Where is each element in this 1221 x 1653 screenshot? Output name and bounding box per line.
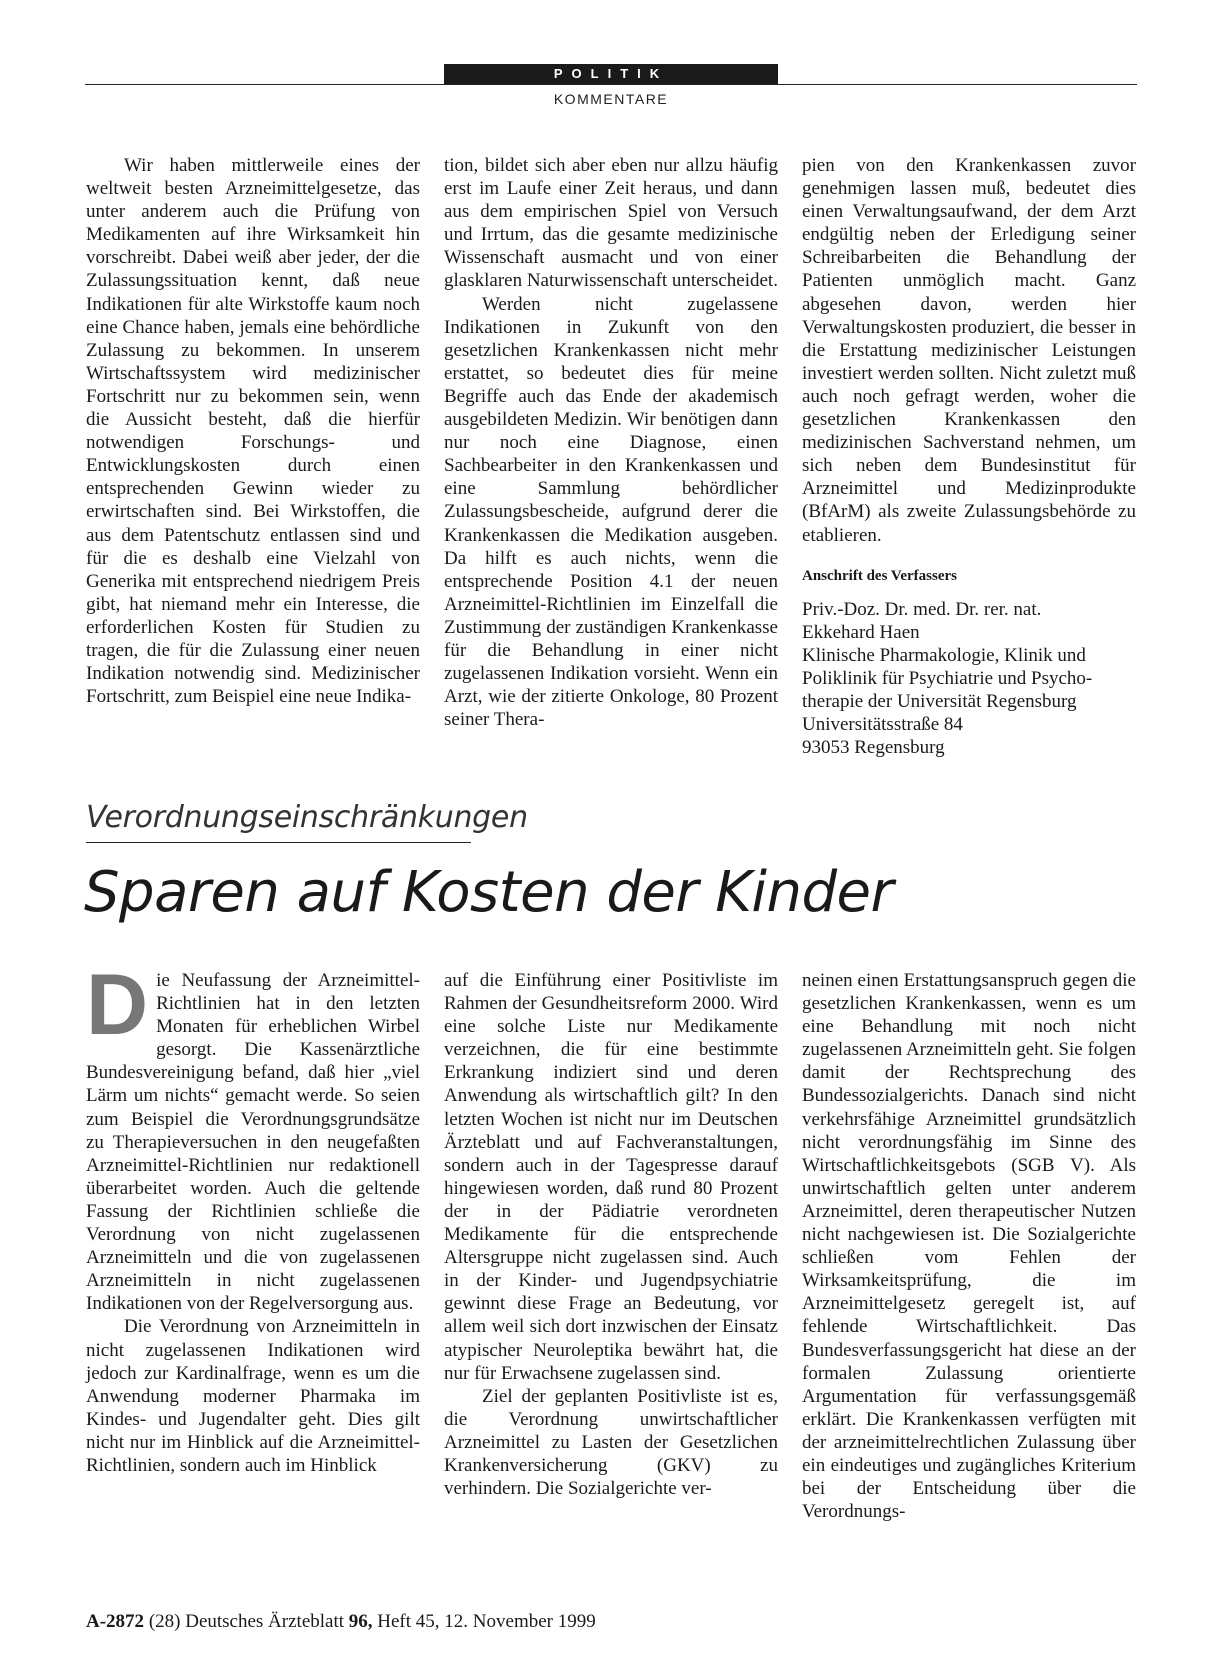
address-line: Universitätsstraße 84 [802, 713, 963, 735]
subsection-label: KOMMENTARE [553, 91, 669, 107]
address-line: therapie der Universität Regensburg [802, 690, 1077, 712]
paragraph: Ziel der geplanten Positivliste ist es, die Verordnung unwirtschaftlicher Arzneimittel zu Lasten der Gesetzlichen Krankenversicherung (GKV) zu verhindern. Die Sozialgerichte ver- [444, 1385, 778, 1500]
page-footer [86, 1611, 596, 1633]
address-line: Poliklinik für Psychiatrie und Psycho- [802, 667, 1093, 689]
comment-column-2 [444, 154, 778, 731]
address-line: Priv.-Doz. Dr. med. Dr. rer. nat. [802, 598, 1042, 620]
paragraph: tion, bildet sich aber eben nur allzu häufig erst im Laufe einer Zeit heraus, und dann aus dem empirischen Spiel von Versuch und Irrtum, das die gesamte medizinische Wissenschaft ausmacht und von einer glasklaren Naturwissenschaft unterscheidet. [444, 155, 778, 292]
article-column-3 [802, 969, 1136, 1523]
address-line: 93053 Regensburg [802, 736, 945, 758]
issue-info: Heft 45, 12. November 1999 [377, 1611, 596, 1632]
address-heading: Anschrift des Verfassers [802, 567, 957, 584]
address-line: Klinische Pharmakologie, Klinik und [802, 644, 1086, 666]
article-column-1 [86, 957, 420, 1477]
paragraph [86, 957, 420, 1315]
article-column-2 [444, 969, 778, 1500]
header-rule [85, 84, 1137, 85]
comment-column-1 [86, 154, 420, 708]
paragraph: Werden nicht zugelassene Indikationen in Zukunft von den gesetzlichen Krankenkassen nicht mehr erstattet, so bedeutet dies für meine Begriffe auch das Ende der akademisch ausgebildeten Medizin. Wir benötigen dann nur noch eine Diagnose, einen Sachbearbeiter in den Krankenkassen und eine Sammlung behördlicher Zulassungsbescheide, aufgrund derer die Krankenkassen die Medikation ausgeben. Da hilft es auch nichts, wenn die entsprechende Position 4.1 der neuen Arzneimittel-Richtlinien im Einzelfall die Zustimmung der zuständigen Krankenkasse für die Behandlung in einer nicht zugelassenen Indikation vorsieht. Wenn ein Arzt, wie der zitierte Onkologe, 80 Prozent seiner Thera- [444, 293, 778, 731]
paragraph: Wir haben mittlerweile eines der weltweit besten Arzneimittelgesetze, das unter anderem auch die Prüfung von Medikamenten auf ihre Wirksamkeit hin vorschreibt. Dabei weiß aber jeder, der die Zulassungssituation kennt, daß neue Indikationen für alte Wirkstoffe kaum noch eine Chance haben, jemals eine behördliche Zulassung zu bekommen. In unserem Wirtschaftssystem wird medizinischer Fortschritt nur zu bekommen sein, wenn die Aussicht besteht, daß die hierfür notwendigen Forschungs- und Entwicklungskosten durch einen entsprechenden Gewinn wieder zu erwirtschaften sind. Bei Wirkstoffen, die aus dem Patentschutz entlassen sind und für die es deshalb eine Vielzahl von Generika mit entsprechend niedrigem Preis gibt, hat niemand mehr ein Interesse, die erforderlichen Kosten für Studien zu tragen, die für die Zulassung einer neuen Indikation notwendig sind. Medizinischer Fortschritt, zum Beispiel eine neue Indika- [86, 155, 420, 708]
comment-column-3 [802, 154, 1136, 759]
section-label: POLITIK [444, 64, 778, 84]
article-kicker: Verordnungseinschränkungen [86, 800, 528, 835]
journal-name: Deutsches Ärzteblatt [185, 1611, 345, 1632]
paragraph: neinen einen Erstattungsanspruch gegen die gesetzlichen Krankenkassen, wenn es um eine Behandlung mit noch nicht zugelassenen Arzneimitteln geht. Sie folgen damit der Rechtsprechung des Bundessozialgerichts. Danach sind nicht verkehrsfähige Arzneimittel grundsätzlich nicht verordnungsfähig im Sinne des Wirtschaftlichkeitsgebots (SGB V). Als unwirtschaftlich gelten unter anderem Arzneimittel, deren therapeutischer Nutzen nicht nachgewiesen ist. Die Sozialgerichte schließen vom Fehlen der Wirksamkeitsprüfung, die im Arzneimittelgesetz geregelt ist, auf fehlende Wirtschaftlichkeit. Das Bundesverfassungsgericht hat diese an der formalen Zulassung orientierte Argumentation für verfassungsgemäß erklärt. Die Krankenkassen verfügten mit der arzneimittelrechtlichen Zulassung über ein eindeutiges und zugängliches Kriterium bei der Entscheidung über die Verordnungs- [802, 970, 1136, 1523]
volume: 96, [348, 1611, 373, 1632]
paragraph: pien von den Krankenkassen zuvor genehmigen lassen muß, bedeutet dies einen Verwaltungsaufwand, der dem Arzt endgültig neben der Erledigung seiner Schreibarbeiten die Behandlung der Patienten unmöglich macht. Ganz abgesehen davon, werden hier Verwaltungskosten produziert, die besser in die Erstattung medizinischer Leistungen investiert werden sollten. Nicht zuletzt muß auch noch gefragt werden, woher die gesetzlichen Krankenkassen den medizinischen Sachverstand nehmen, um sich neben dem Bundesinstitut für Arzneimittel und Medizinprodukte (BfArM) als zweite Zulassungsbehörde zu etablieren. [802, 155, 1136, 546]
paragraph: Die Verordnung von Arzneimitteln in nicht zugelassenen Indikationen wird jedoch zur Kardinalfrage, wenn es um die Anwendung moderner Pharmaka im Kindes- und Jugendalter geht. Dies gilt nicht nur im Hinblick auf die Arzneimittel-Richtlinien, sondern auch im Hinblick [86, 1316, 420, 1476]
page-number: A-2872 [86, 1611, 145, 1632]
paragraph: auf die Einführung einer Positivliste im Rahmen der Gesundheitsreform 2000. Wird eine solche Liste nur Medikamente verzeichnen, die für eine bestimmte Erkrankung indiziert sind und deren Anwendung als wirtschaftlich gilt? In den letzten Wochen ist nicht nur im Deutschen Ärzteblatt und auf Fachveranstaltungen, sondern auch in der Tagespresse darauf hingewiesen worden, daß rund 80 Prozent der in der Pädiatrie verordneten Medikamente für die entsprechende Altersgruppe nicht zugelassen sind. Auch in der Kinder- und Jugendpsychiatrie gewinnt diese Frage an Bedeutung, vor allem weil sich dort inzwischen der Einsatz atypischer Neuroleptika bewährt hat, die nur für Erwachsene zugelassen sind. [444, 970, 778, 1384]
address-line: Ekkehard Haen [802, 621, 920, 643]
article-title: Sparen auf Kosten der Kinder [84, 860, 893, 925]
kicker-underline [86, 842, 471, 843]
drop-cap: D [86, 957, 149, 1053]
paragraph-text: ie Neufassung der Arzneimittel-Richtlinien hat in den letzten Monaten für erheblichen Wirbel gesorgt. Die Kassenärztliche Bundesvereinigung befand, daß hier „viel Lärm um nichts“ gemacht werde. So seien zum Beispiel die Verordnungsgrundsätze zu Therapieversuchen in den neugefaßten Arzneimittel-Richtlinien nur redaktionell überarbeitet worden. Auch die geltende Fassung der Richtlinien schließe die Verordnung von nicht zugelassenen Arzneimitteln und die von zugelassenen Arzneimitteln in nicht zugelassenen Indikationen von der Regelversorgung aus. [86, 970, 420, 1315]
page-index: (28) [148, 1611, 181, 1632]
